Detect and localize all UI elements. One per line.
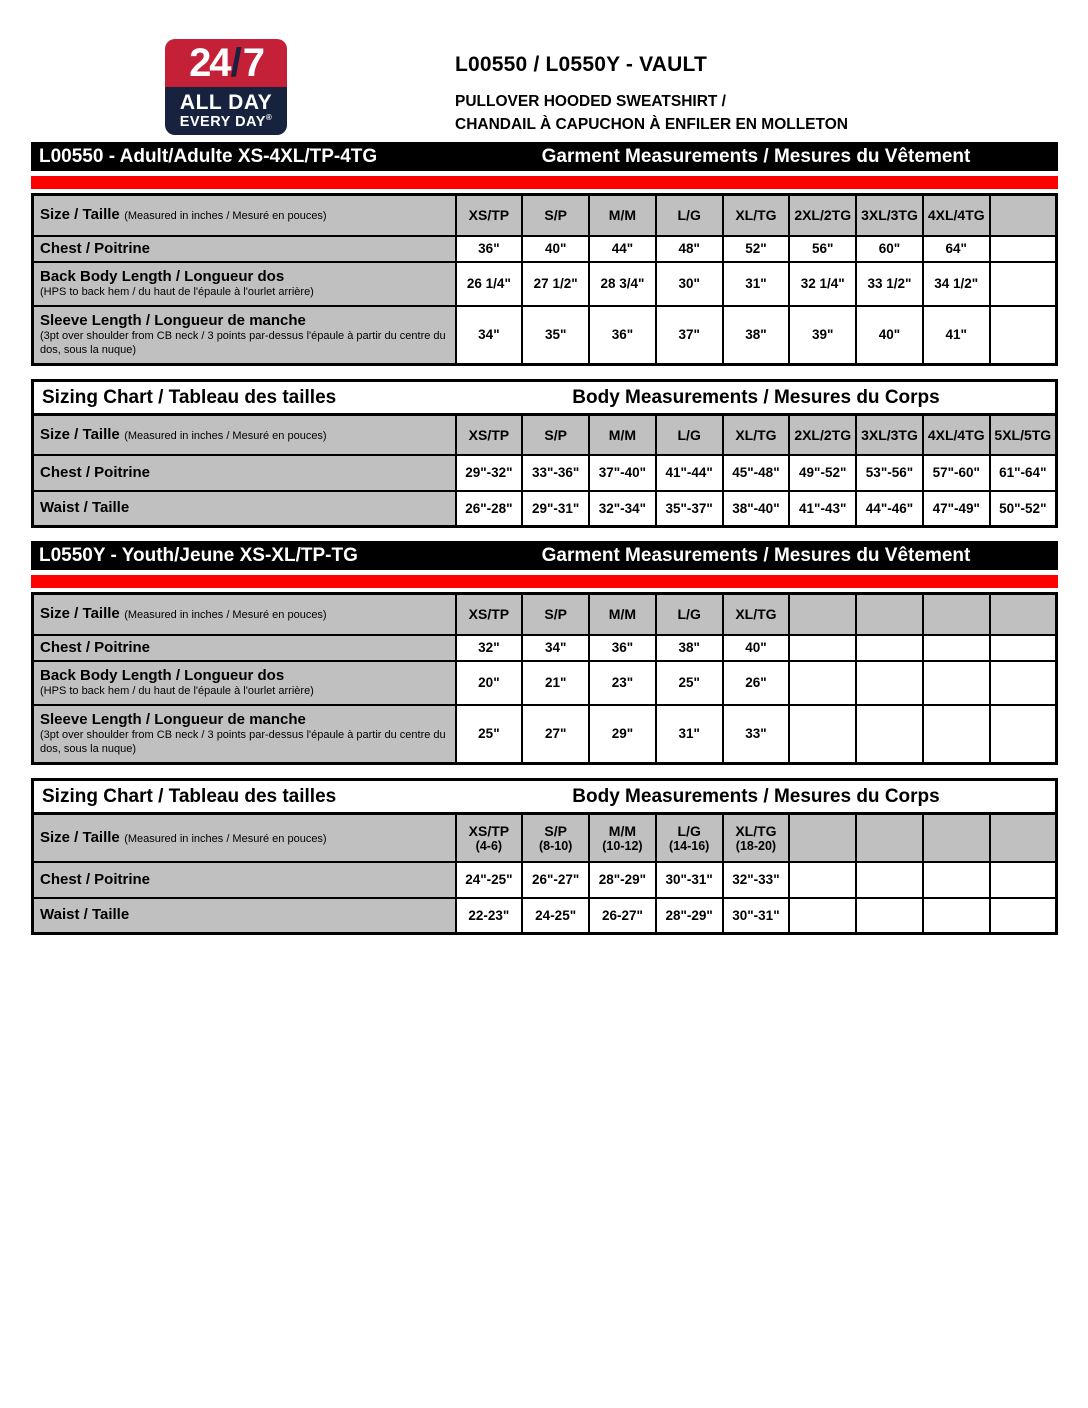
value-cell: 64" — [923, 236, 990, 262]
size-column-label: XL/TG — [735, 207, 777, 224]
table-title-bar — [31, 778, 1058, 815]
size-label: Size / Taille — [40, 206, 120, 224]
measurement-table — [31, 193, 1058, 366]
row-label-cell — [33, 635, 456, 661]
value-cell: 27" — [522, 705, 589, 764]
size-column-header — [456, 195, 523, 236]
size-column-label: S/P — [544, 822, 567, 839]
value-cell: 32 1/4" — [789, 262, 856, 306]
size-column-label: M/M — [608, 207, 637, 224]
size-column-header — [522, 814, 589, 862]
size-column-header — [589, 814, 656, 862]
size-header-row — [33, 195, 1057, 236]
empty-value-cell — [923, 862, 990, 898]
value-cell: 38"-40" — [723, 491, 790, 527]
row-label-cell — [33, 306, 456, 365]
value-cell: 45"-48" — [723, 455, 790, 491]
table-subtitle: Garment Measurements / Mesures du Vêtement — [541, 544, 971, 566]
logo-slash: / — [230, 41, 242, 85]
value-cell: 26"-27" — [522, 862, 589, 898]
empty-header-cell — [789, 814, 856, 862]
size-column-label: M/M — [608, 606, 637, 623]
empty-value-cell — [990, 705, 1057, 764]
table-title-bar — [31, 541, 1058, 570]
size-column-label: XS/TP — [468, 606, 510, 623]
row-note: (3pt over shoulder from CB neck / 3 points par-dessus l'épaule à partir du centre du dos, sous la nuque) — [40, 330, 446, 356]
value-cell: 33 1/2" — [856, 262, 923, 306]
size-column-header — [923, 415, 990, 455]
table-subtitle: Body Measurements / Mesures du Corps — [572, 386, 940, 408]
measurement-table — [31, 812, 1058, 935]
row-label-cell — [33, 236, 456, 262]
row-label-cell — [33, 705, 456, 764]
size-column-header — [656, 594, 723, 635]
size-column-label: L/G — [677, 606, 701, 623]
value-cell: 32"-34" — [589, 491, 656, 527]
size-column-range: (18-20) — [735, 838, 777, 853]
size-header-row — [33, 594, 1057, 635]
empty-header-cell — [789, 594, 856, 635]
size-units-note: (Measured in inches / Mesuré en pouces) — [124, 609, 327, 622]
measurement-row — [33, 661, 1057, 705]
empty-value-cell — [990, 898, 1057, 934]
value-cell: 40" — [856, 306, 923, 365]
logo-number-right: 7 — [242, 41, 263, 85]
size-column-header — [656, 814, 723, 862]
measurement-row — [33, 455, 1057, 491]
value-cell: 41"-43" — [789, 491, 856, 527]
row-label: Sleeve Length / Longueur de manche — [40, 711, 306, 728]
value-cell: 23" — [589, 661, 656, 705]
logo-tagline-text: EVERY DAY — [179, 113, 266, 130]
red-stripe — [31, 575, 1058, 588]
size-column-header — [589, 195, 656, 236]
value-cell: 29" — [589, 705, 656, 764]
value-cell: 56" — [789, 236, 856, 262]
row-label-cell — [33, 491, 456, 527]
size-column-range: (8-10) — [538, 838, 573, 853]
value-cell: 25" — [456, 705, 523, 764]
empty-value-cell — [990, 306, 1057, 365]
value-cell: 31" — [656, 705, 723, 764]
logo-24-7-badge — [165, 39, 287, 87]
size-column-header — [789, 195, 856, 236]
value-cell: 37"-40" — [589, 455, 656, 491]
value-cell: 32" — [456, 635, 523, 661]
value-cell: 30"-31" — [723, 898, 790, 934]
table-subtitle: Garment Measurements / Mesures du Vêtement — [541, 145, 971, 167]
value-cell: 24"-25" — [456, 862, 523, 898]
brand-logo — [165, 39, 287, 135]
row-note: (3pt over shoulder from CB neck / 3 points par-dessus l'épaule à partir du centre du dos, sous la nuque) — [40, 729, 446, 755]
empty-value-cell — [990, 262, 1057, 306]
value-cell: 33"-36" — [522, 455, 589, 491]
value-cell: 35" — [522, 306, 589, 365]
empty-value-cell — [789, 635, 856, 661]
measurement-row — [33, 491, 1057, 527]
value-cell: 21" — [522, 661, 589, 705]
size-column-label: XS/TP — [468, 822, 510, 839]
value-cell: 61"-64" — [990, 455, 1057, 491]
empty-header-cell — [856, 814, 923, 862]
value-cell: 31" — [723, 262, 790, 306]
value-cell: 28"-29" — [589, 862, 656, 898]
size-column-header — [723, 195, 790, 236]
size-label-cell — [33, 415, 456, 455]
value-cell: 29"-31" — [522, 491, 589, 527]
row-label: Back Body Length / Longueur dos — [40, 267, 285, 285]
size-label: Size / Taille — [40, 425, 120, 443]
table-title: L0550Y - Youth/Jeune XS-XL/TP-TG — [39, 544, 358, 566]
empty-value-cell — [990, 236, 1057, 262]
size-column-range: (10-12) — [602, 838, 643, 853]
size-column-header — [589, 415, 656, 455]
size-column-label: M/M — [608, 822, 637, 839]
value-cell: 29"-32" — [456, 455, 523, 491]
size-units-note: (Measured in inches / Mesuré en pouces) — [124, 429, 327, 442]
logo-tagline-badge — [165, 87, 287, 135]
value-cell: 26-27" — [589, 898, 656, 934]
size-column-label: S/P — [544, 207, 567, 224]
measurement-table — [31, 592, 1058, 765]
measurement-row — [33, 306, 1057, 365]
size-column-label: S/P — [544, 606, 567, 623]
size-column-label: XS/TP — [468, 207, 510, 224]
size-column-label: 2XL/2TG — [794, 207, 852, 224]
value-cell: 40" — [723, 635, 790, 661]
value-cell: 48" — [656, 236, 723, 262]
size-column-header — [723, 415, 790, 455]
value-cell: 34 1/2" — [923, 262, 990, 306]
measurement-tables — [31, 142, 1058, 948]
size-column-header — [456, 594, 523, 635]
size-units-note: (Measured in inches / Mesuré en pouces) — [124, 210, 327, 223]
row-label-cell — [33, 898, 456, 934]
measurement-row — [33, 862, 1057, 898]
size-column-range: (14-16) — [669, 838, 710, 853]
size-column-label: XS/TP — [468, 426, 510, 443]
size-column-label: XL/TG — [735, 606, 777, 623]
value-cell: 30"-31" — [656, 862, 723, 898]
value-cell: 50"-52" — [990, 491, 1057, 527]
row-note: (HPS to back hem / du haut de l'épaule à l'ourlet arrière) — [40, 684, 314, 697]
value-cell: 24-25" — [522, 898, 589, 934]
size-column-header — [522, 195, 589, 236]
empty-value-cell — [789, 862, 856, 898]
value-cell: 22-23" — [456, 898, 523, 934]
empty-header-cell — [923, 594, 990, 635]
value-cell: 53"-56" — [856, 455, 923, 491]
empty-header-cell — [990, 594, 1057, 635]
empty-header-cell — [923, 814, 990, 862]
value-cell: 28 3/4" — [589, 262, 656, 306]
row-label: Sleeve Length / Longueur de manche — [40, 312, 306, 329]
logo-tagline-line2 — [165, 113, 287, 130]
measurement-row — [33, 635, 1057, 661]
value-cell: 30" — [656, 262, 723, 306]
size-label-cell — [33, 195, 456, 236]
table-title: L00550 - Adult/Adulte XS-4XL/TP-4TG — [39, 145, 378, 167]
logo-number-left: 24 — [189, 41, 230, 85]
size-label: Size / Taille — [40, 828, 120, 846]
empty-value-cell — [923, 661, 990, 705]
size-label-cell — [33, 594, 456, 635]
empty-value-cell — [856, 661, 923, 705]
measurement-row — [33, 898, 1057, 934]
value-cell: 20" — [456, 661, 523, 705]
table-title: Sizing Chart / Tableau des tailles — [42, 785, 337, 807]
document-header — [455, 53, 848, 137]
value-cell: 25" — [656, 661, 723, 705]
garment-table-section-0 — [31, 142, 1058, 366]
measurement-row — [33, 262, 1057, 306]
value-cell: 41" — [923, 306, 990, 365]
value-cell: 47"-49" — [923, 491, 990, 527]
size-column-header — [522, 594, 589, 635]
value-cell: 34" — [456, 306, 523, 365]
value-cell: 38" — [656, 635, 723, 661]
value-cell: 32"-33" — [723, 862, 790, 898]
table-title-bar — [31, 142, 1058, 171]
sizing-table-section-1 — [31, 379, 1058, 528]
registered-mark: ® — [265, 113, 273, 122]
measurement-table — [31, 413, 1058, 528]
empty-value-cell — [856, 898, 923, 934]
garment-table-section-2 — [31, 541, 1058, 765]
size-column-header — [522, 415, 589, 455]
value-cell: 36" — [589, 306, 656, 365]
value-cell: 40" — [522, 236, 589, 262]
size-column-header — [990, 415, 1057, 455]
measurement-row — [33, 705, 1057, 764]
value-cell: 60" — [856, 236, 923, 262]
empty-value-cell — [923, 705, 990, 764]
size-column-label: 5XL/5TG — [994, 426, 1052, 443]
value-cell: 27 1/2" — [522, 262, 589, 306]
table-title: Sizing Chart / Tableau des tailles — [42, 386, 337, 408]
size-column-label: L/G — [677, 207, 701, 224]
logo-tagline-line1: ALL DAY — [179, 91, 273, 114]
empty-value-cell — [789, 661, 856, 705]
product-title: L00550 / L0550Y - VAULT — [455, 53, 708, 76]
size-column-header — [456, 415, 523, 455]
value-cell: 36" — [589, 635, 656, 661]
empty-header-cell — [856, 594, 923, 635]
size-column-label: XL/TG — [735, 822, 777, 839]
row-label: Chest / Poitrine — [40, 870, 151, 888]
red-stripe — [31, 176, 1058, 189]
value-cell: 26"-28" — [456, 491, 523, 527]
size-column-header — [923, 195, 990, 236]
value-cell: 37" — [656, 306, 723, 365]
empty-header-cell — [990, 814, 1057, 862]
table-subtitle: Body Measurements / Mesures du Corps — [572, 785, 940, 807]
size-header-row — [33, 415, 1057, 455]
product-subtitle-en: PULLOVER HOODED SWEATSHIRT / — [455, 93, 726, 110]
row-label: Waist / Taille — [40, 906, 130, 924]
empty-value-cell — [789, 705, 856, 764]
size-units-note: (Measured in inches / Mesuré en pouces) — [124, 832, 327, 845]
empty-value-cell — [990, 862, 1057, 898]
size-column-label: 3XL/3TG — [861, 207, 918, 224]
size-column-label: M/M — [608, 426, 637, 443]
size-column-label: L/G — [677, 822, 701, 839]
size-label: Size / Taille — [40, 605, 120, 623]
value-cell: 44" — [589, 236, 656, 262]
value-cell: 49"-52" — [789, 455, 856, 491]
measurement-row — [33, 236, 1057, 262]
product-subtitle-fr: CHANDAIL À CAPUCHON À ENFILER EN MOLLETON — [455, 116, 848, 134]
sizing-table-section-3 — [31, 778, 1058, 935]
size-label-cell — [33, 814, 456, 862]
empty-value-cell — [990, 661, 1057, 705]
empty-value-cell — [923, 635, 990, 661]
empty-header-cell — [990, 195, 1057, 236]
size-column-range: (4-6) — [475, 838, 503, 853]
value-cell: 26" — [723, 661, 790, 705]
empty-value-cell — [856, 705, 923, 764]
size-column-header — [856, 415, 923, 455]
value-cell: 26 1/4" — [456, 262, 523, 306]
value-cell: 41"-44" — [656, 455, 723, 491]
size-column-label: 2XL/2TG — [794, 426, 852, 443]
size-column-label: 3XL/3TG — [861, 426, 918, 443]
value-cell: 33" — [723, 705, 790, 764]
size-column-header — [656, 415, 723, 455]
row-label-cell — [33, 661, 456, 705]
value-cell: 39" — [789, 306, 856, 365]
size-header-row — [33, 814, 1057, 862]
value-cell: 28"-29" — [656, 898, 723, 934]
empty-value-cell — [789, 898, 856, 934]
size-column-header — [589, 594, 656, 635]
value-cell: 57"-60" — [923, 455, 990, 491]
size-column-label: S/P — [544, 426, 567, 443]
empty-value-cell — [856, 862, 923, 898]
size-column-label: XL/TG — [735, 426, 777, 443]
row-label-cell — [33, 262, 456, 306]
empty-value-cell — [923, 898, 990, 934]
row-label-cell — [33, 455, 456, 491]
size-column-header — [856, 195, 923, 236]
row-note: (HPS to back hem / du haut de l'épaule à l'ourlet arrière) — [40, 285, 314, 298]
empty-value-cell — [856, 635, 923, 661]
row-label: Chest / Poitrine — [40, 463, 151, 481]
value-cell: 52" — [723, 236, 790, 262]
row-label-cell — [33, 862, 456, 898]
size-column-header — [723, 594, 790, 635]
row-label: Back Body Length / Longueur dos — [40, 666, 285, 684]
value-cell: 34" — [522, 635, 589, 661]
value-cell: 44"-46" — [856, 491, 923, 527]
size-column-header — [723, 814, 790, 862]
value-cell: 36" — [456, 236, 523, 262]
size-column-header — [789, 415, 856, 455]
row-label: Chest / Poitrine — [40, 638, 151, 656]
size-column-label: L/G — [677, 426, 701, 443]
empty-value-cell — [990, 635, 1057, 661]
size-column-header — [456, 814, 523, 862]
size-column-header — [656, 195, 723, 236]
size-column-label: 4XL/4TG — [927, 426, 985, 443]
row-label: Waist / Taille — [40, 499, 130, 517]
table-title-bar — [31, 379, 1058, 416]
value-cell: 38" — [723, 306, 790, 365]
row-label: Chest / Poitrine — [40, 239, 151, 257]
value-cell: 35"-37" — [656, 491, 723, 527]
size-column-label: 4XL/4TG — [927, 207, 985, 224]
